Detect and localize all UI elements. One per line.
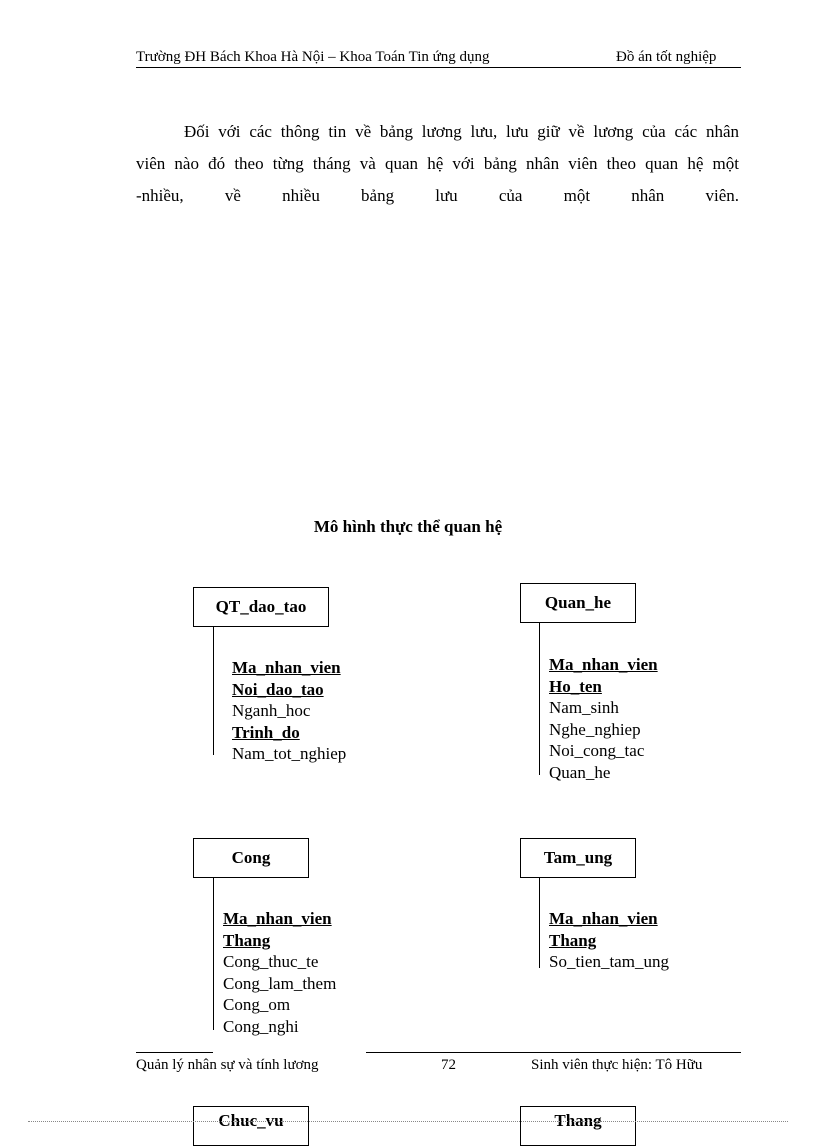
attr-key: Thang <box>549 930 597 950</box>
header-rule <box>136 67 741 68</box>
footer-right: Sinh viên thực hiện: Tô Hữu <box>531 1057 703 1073</box>
entity-attrs-cong <box>223 908 336 1037</box>
attr-key: Noi_dao_tao <box>232 679 324 699</box>
attr: Cong_lam_them <box>223 973 337 993</box>
paragraph-line: Đối với các thông tin về bảng lương lưu, lưu giữ về lương của các nhân <box>184 122 739 141</box>
header-right: Đồ án tốt nghiệp <box>616 49 717 65</box>
page-break <box>28 1121 788 1122</box>
attr: Cong_om <box>223 995 291 1014</box>
attr-key: Ma_nhan_vien <box>223 909 332 928</box>
attr: Nam_tot_nghiep <box>232 744 347 763</box>
attr-key: Thang <box>223 930 271 950</box>
entity-box-cong: Cong <box>193 838 309 878</box>
entity-box-quan-he: Quan_he <box>520 583 636 623</box>
attr-key: Ma_nhan_vien <box>549 909 658 928</box>
attr: Nganh_hoc <box>232 701 311 720</box>
entity-connector <box>539 623 540 775</box>
paragraph-line: -nhiều, về nhiều bảng lưu của một nhân viên. <box>136 186 739 205</box>
entity-attrs-quan-he <box>549 654 658 783</box>
entity-connector <box>539 878 540 968</box>
paragraph-line: viên nào đó theo từng tháng và quan hệ với bảng nhân viên theo quan hệ một <box>136 154 739 173</box>
entity-box-chuc-vu: Chuc_vu <box>193 1106 309 1146</box>
page-number: 72 <box>441 1057 456 1073</box>
entity-attrs-tam-ung <box>549 908 669 973</box>
entity-connector <box>213 627 214 755</box>
footer-rule-right <box>366 1052 741 1053</box>
attr: So_tien_tam_ung <box>549 952 669 971</box>
entity-attrs-qt-dao-tao <box>232 657 346 765</box>
attr-key: Ho_ten <box>549 676 602 696</box>
diagram-title: Mô hình thực thể quan hệ <box>313 517 503 536</box>
body-paragraph <box>136 116 739 212</box>
attr-key: Ma_nhan_vien <box>549 655 658 674</box>
header-left: Trường ĐH Bách Khoa Hà Nội – Khoa Toán Tin ứng dụng <box>136 49 490 65</box>
attr: Quan_he <box>549 762 611 782</box>
attr-key: Trinh_do <box>232 722 300 742</box>
entity-connector <box>213 878 214 1030</box>
attr-key: Ma_nhan_vien <box>232 658 341 677</box>
footer-rule-left <box>136 1052 213 1053</box>
entity-box-tam-ung: Tam_ung <box>520 838 636 878</box>
footer-left: Quản lý nhân sự và tính lương <box>136 1057 319 1073</box>
entity-box-thang: Thang <box>520 1106 636 1146</box>
attr: Nam_sinh <box>549 698 619 717</box>
attr: Cong_nghi <box>223 1016 299 1036</box>
attr: Noi_cong_tac <box>549 741 645 760</box>
entity-box-qt-dao-tao: QT_dao_tao <box>193 587 329 627</box>
attr: Cong_thuc_te <box>223 952 319 971</box>
attr: Nghe_nghiep <box>549 719 641 739</box>
